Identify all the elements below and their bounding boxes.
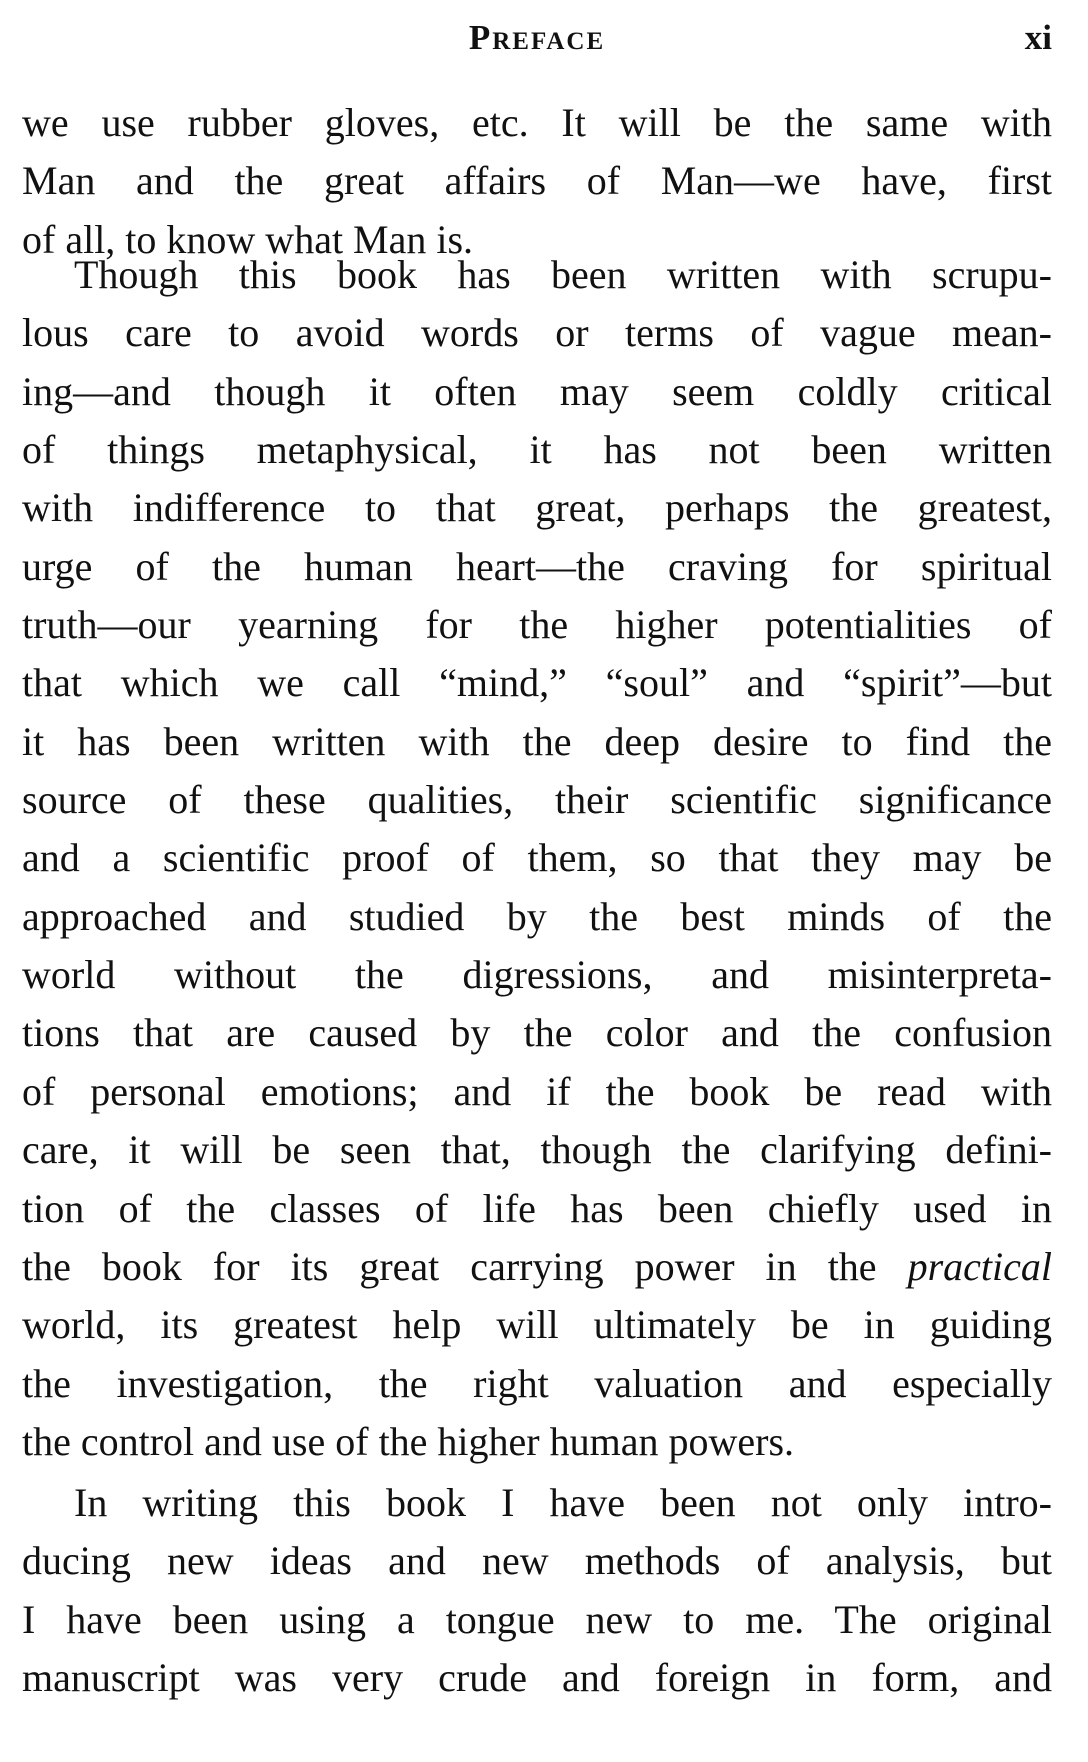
paragraph-1 xyxy=(22,94,1052,269)
text-line: tions that are caused by the color and the confusion xyxy=(22,1010,1052,1056)
text-line: world, its greatest help will ultimately be in guiding xyxy=(22,1302,1052,1348)
text-line: and a scientific proof of them, so that they may be xyxy=(22,835,1052,881)
book-page xyxy=(22,0,1052,1762)
text-line: ducing new ideas and new methods of analysis, but xyxy=(22,1538,1052,1584)
text-line: urge of the human heart—the craving for spiritual xyxy=(22,543,1052,589)
paragraph-3 xyxy=(22,1474,1052,1707)
text-line: of all, to know what Man is. xyxy=(22,216,474,262)
text-line: that which we call “mind,” “soul” and “spirit”—but xyxy=(22,660,1052,706)
text-line: it has been written with the deep desire to find the xyxy=(22,718,1052,764)
text-line: truth—our yearning for the higher potentialities of xyxy=(22,602,1052,648)
text-line: we use rubber gloves, etc. It will be the same with xyxy=(22,100,1052,145)
italic-word: practical xyxy=(907,1243,1052,1289)
text-line: ing—and though it often may seem coldly critical xyxy=(22,368,1052,414)
running-title: Preface xyxy=(468,18,606,57)
text-line: Man and the great affairs of Man—we have, first xyxy=(22,158,1052,204)
text-line: Though this book has been written with scrupu- xyxy=(74,252,1052,297)
text-line: manuscript was very crude and foreign in form, and xyxy=(22,1655,1052,1701)
text-line: lous care to avoid words or terms of vague mean- xyxy=(22,310,1052,356)
paragraph-2 xyxy=(22,246,1052,1471)
page-number: xi xyxy=(1024,18,1052,57)
text-line: tion of the classes of life has been chiefly used in xyxy=(22,1185,1052,1231)
text-line: I have been using a tongue new to me. The original xyxy=(22,1596,1052,1642)
text-segment: the book for its great carrying power in the xyxy=(22,1243,877,1289)
text-line-with-italic xyxy=(22,1238,1052,1296)
text-line: world without the digressions, and misinterpreta- xyxy=(22,952,1052,998)
text-line: the investigation, the right valuation and especially xyxy=(22,1360,1052,1406)
text-line: source of these qualities, their scientific significance xyxy=(22,777,1052,823)
text-line: of things metaphysical, it has not been written xyxy=(22,427,1052,473)
text-line: In writing this book I have been not only intro- xyxy=(74,1480,1052,1525)
running-head xyxy=(22,0,1052,100)
text-line: approached and studied by the best minds of the xyxy=(22,893,1052,939)
text-line: care, it will be seen that, though the clarifying defini- xyxy=(22,1127,1052,1173)
text-line: with indifference to that great, perhaps the greatest, xyxy=(22,485,1052,531)
text-line: the control and use of the higher human powers. xyxy=(22,1418,795,1464)
text-line: of personal emotions; and if the book be read with xyxy=(22,1068,1052,1114)
